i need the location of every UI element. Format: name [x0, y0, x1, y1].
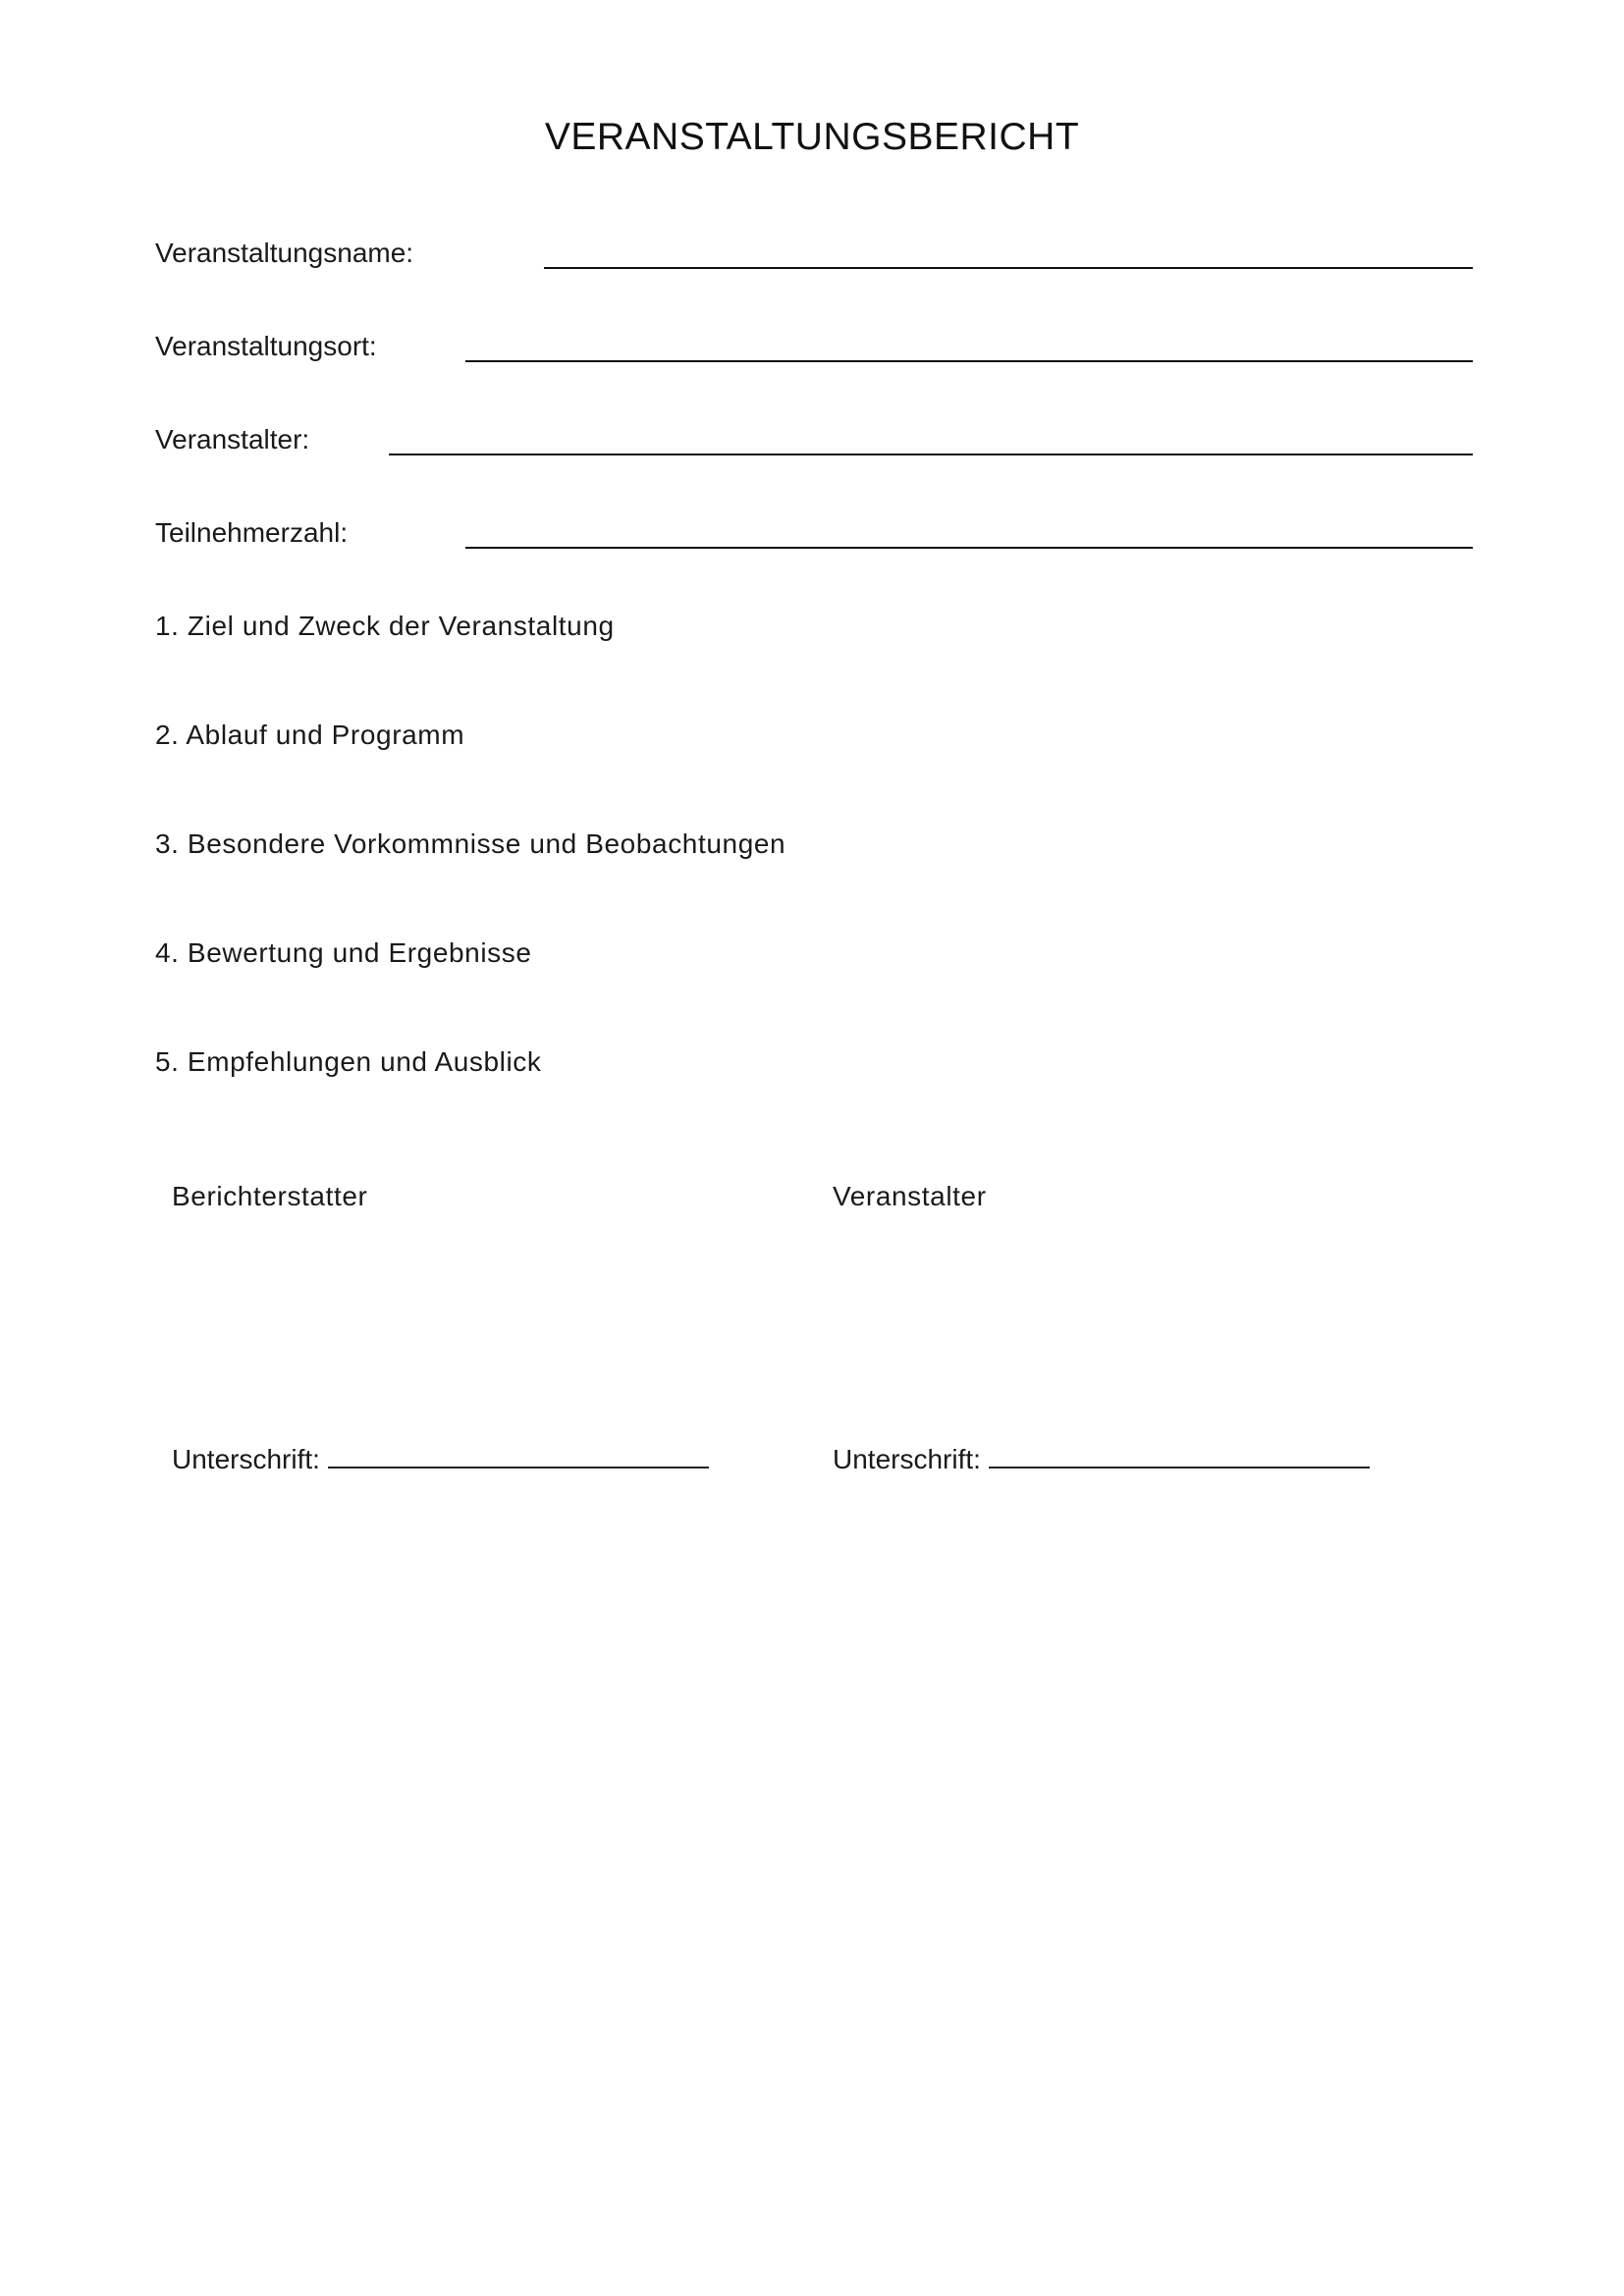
section-heading-5: 5. Empfehlungen und Ausblick — [155, 1046, 542, 1077]
event-name-input-line[interactable] — [544, 267, 1473, 269]
field-label: Veranstaltungsort: — [155, 331, 377, 361]
document-title: VERANSTALTUNGSBERICHT — [544, 116, 1080, 158]
field-event-location — [155, 331, 1473, 376]
field-label: Veranstaltungsname: — [155, 238, 414, 268]
organizer-input-line[interactable] — [389, 454, 1473, 455]
field-participant-count — [155, 517, 1473, 562]
organizer-signature-line[interactable] — [989, 1467, 1370, 1468]
event-location-input-line[interactable] — [465, 360, 1473, 362]
organizer-label: Veranstalter — [833, 1181, 987, 1211]
signature-label: Unterschrift: — [833, 1444, 981, 1474]
reporter-label: Berichterstatter — [172, 1181, 368, 1211]
field-event-name — [155, 238, 1473, 283]
participant-count-input-line[interactable] — [465, 547, 1473, 549]
section-heading-3: 3. Besondere Vorkommnisse und Beobachtungen — [155, 828, 786, 859]
section-heading-2: 2. Ablauf und Programm — [155, 720, 465, 750]
field-label: Veranstalter: — [155, 424, 310, 454]
reporter-signature-line[interactable] — [328, 1467, 709, 1468]
field-label: Teilnehmerzahl: — [155, 517, 349, 548]
section-heading-4: 4. Bewertung und Ergebnisse — [155, 937, 532, 968]
reporter-signature — [172, 1444, 709, 1475]
signature-label: Unterschrift: — [172, 1444, 320, 1474]
field-organizer — [155, 424, 1473, 469]
section-heading-1: 1. Ziel und Zweck der Veranstaltung — [155, 611, 615, 641]
organizer-signature — [833, 1444, 1370, 1475]
